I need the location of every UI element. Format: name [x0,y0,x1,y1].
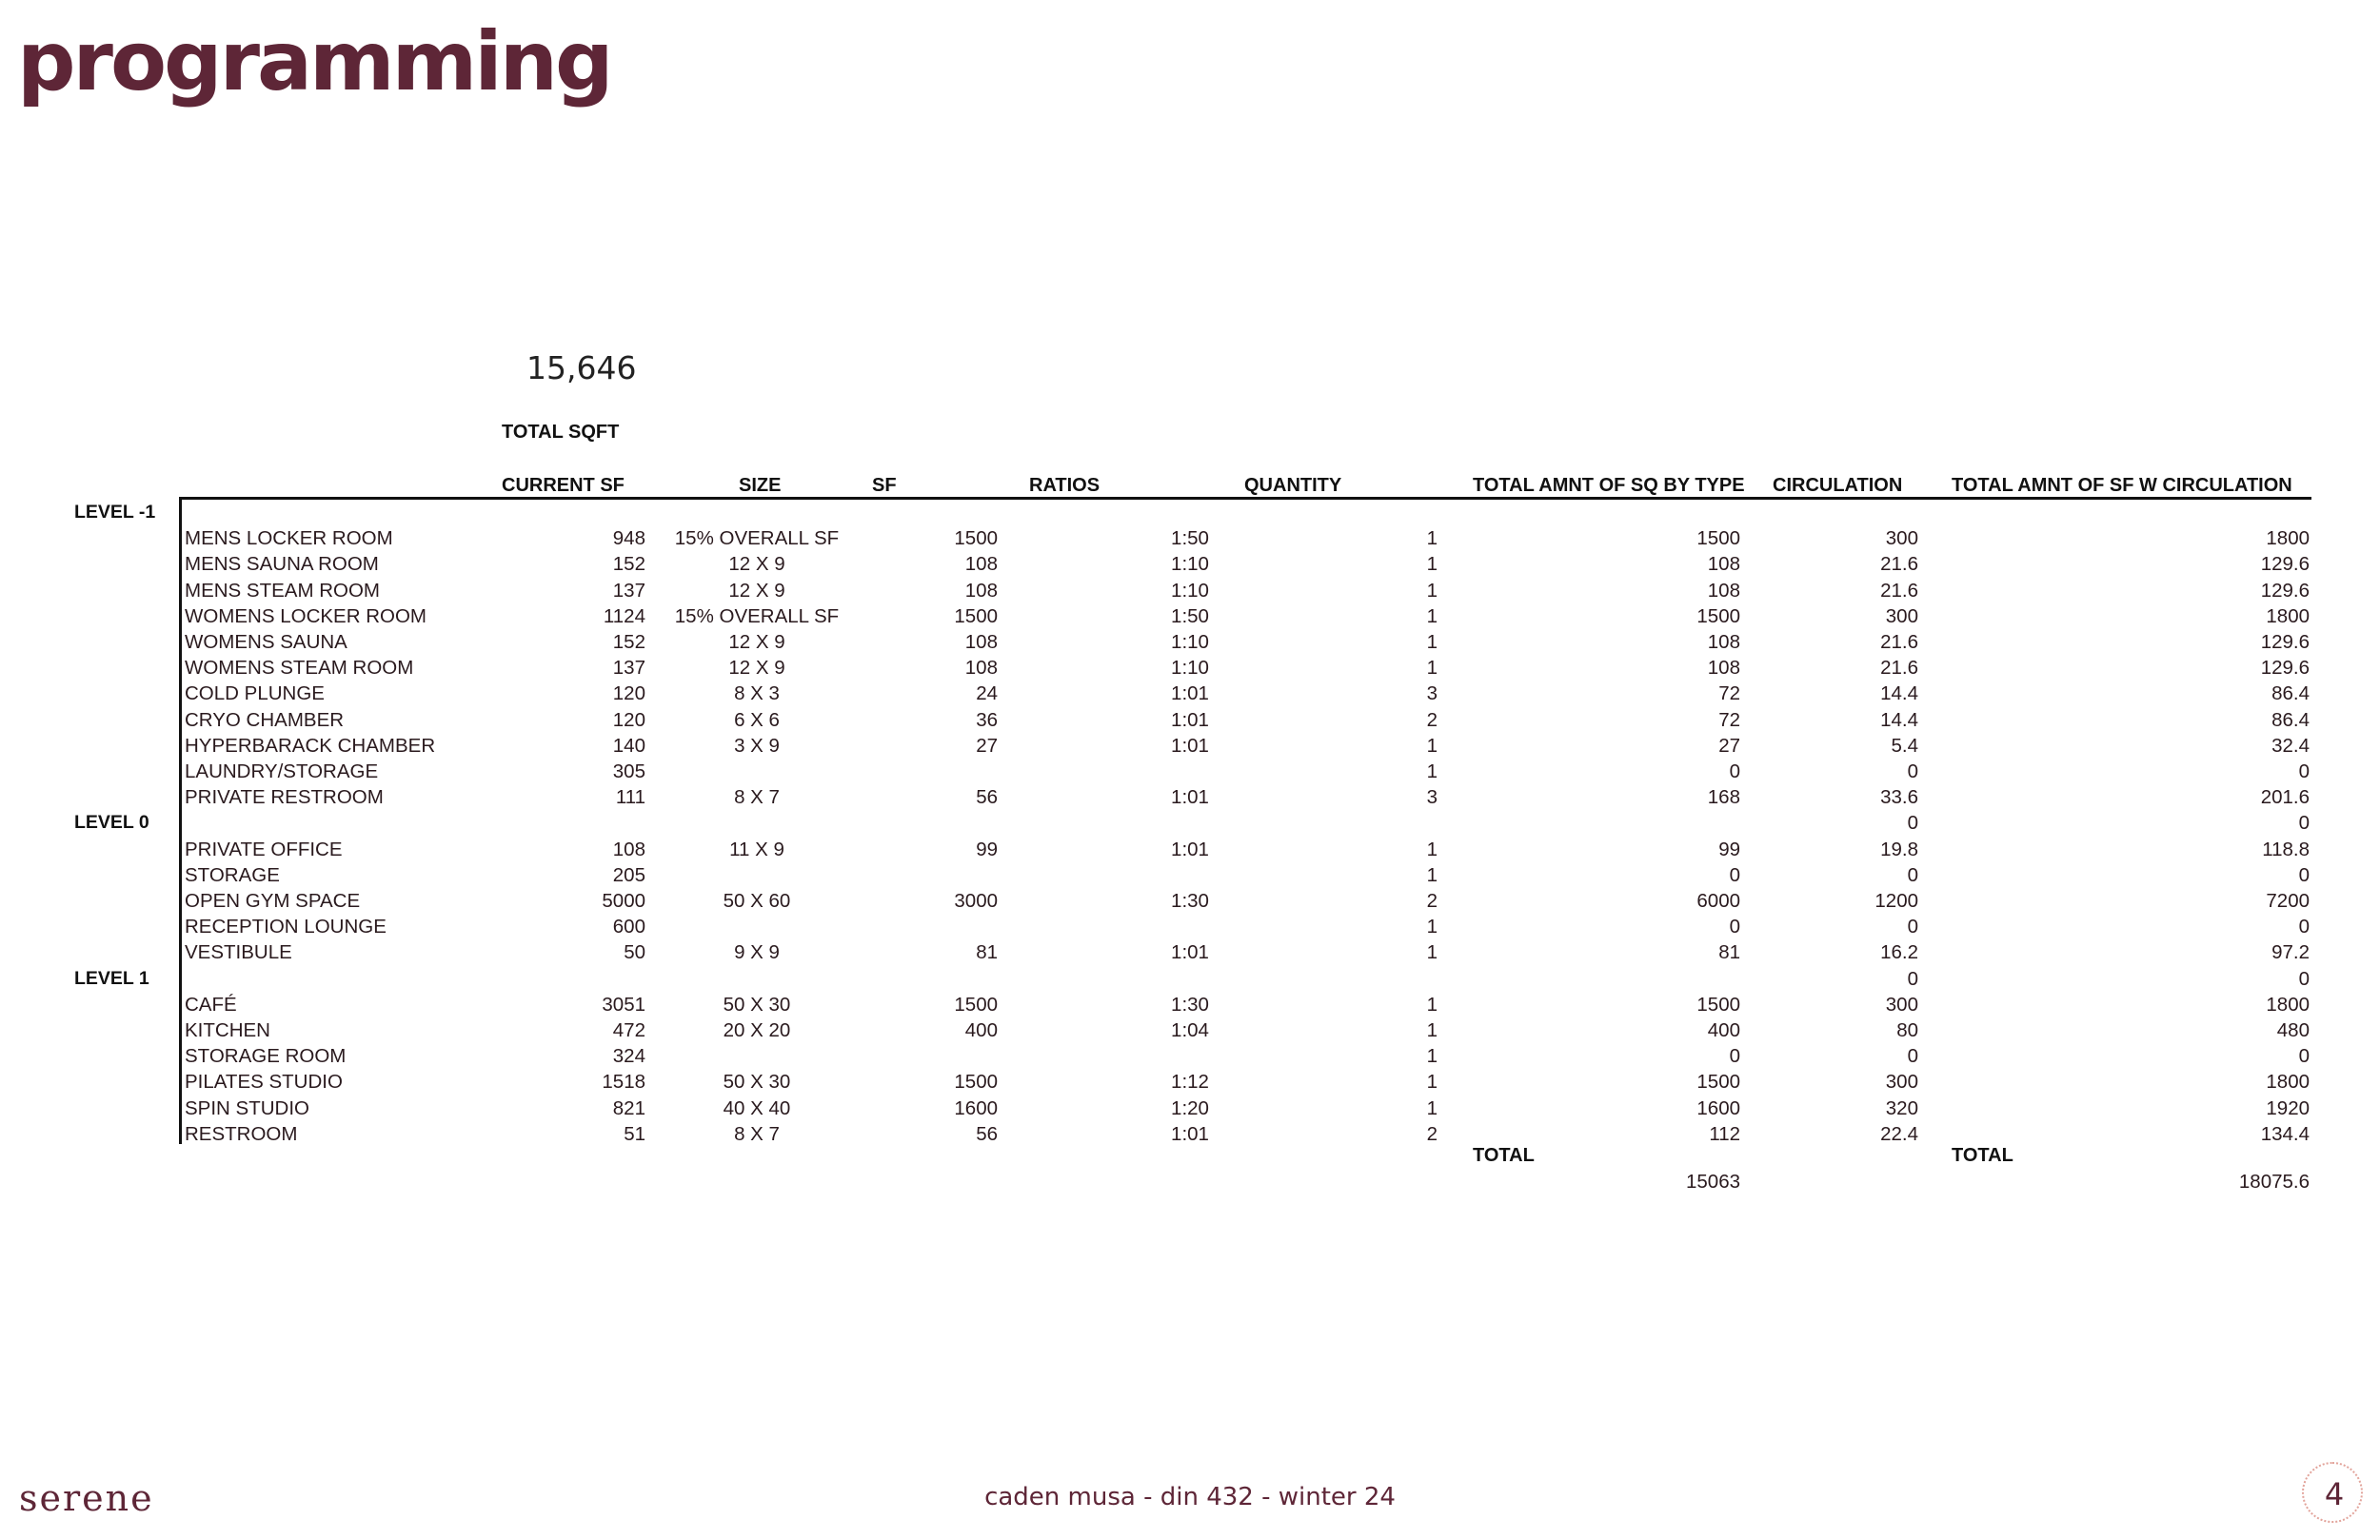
row-total-by-type: 1500 [1696,527,1740,550]
row-ratio: 1:10 [1171,553,1209,576]
row-quantity: 1 [1426,631,1438,653]
row-circulation: 80 [1896,1019,1918,1041]
row-quantity: 1 [1426,553,1438,576]
row-sf: 108 [964,657,998,680]
row-total-by-type: 108 [1707,631,1740,653]
row-total-with-circulation: 0 [2298,863,2310,886]
row-quantity: 3 [1426,682,1438,705]
table-row [0,525,2380,551]
row-current-sf: 111 [615,786,645,809]
row-level-label: LEVEL -1 [74,502,156,523]
row-circulation: 16.2 [1880,941,1918,964]
row-ratio: 1:01 [1171,941,1209,964]
table-row [0,733,2380,759]
row-room-name: OPEN GYM SPACE [185,890,361,912]
table-row [0,1043,2380,1069]
row-circulation: 1200 [1874,890,1918,912]
row-sf: 24 [976,682,998,705]
header-total-with-circulation: TOTAL AMNT OF SF W CIRCULATION [1952,475,2292,496]
table-row [0,862,2380,888]
row-room-name: STORAGE [185,863,280,886]
row-total-by-type: 99 [1718,838,1740,860]
row-current-sf: 50 [624,941,645,964]
table-row [0,629,2380,655]
row-total-with-circulation: 32.4 [2271,734,2310,757]
row-room-name: MENS STEAM ROOM [185,579,381,602]
table-row [0,1096,2380,1121]
row-ratio: 1:01 [1171,1122,1209,1145]
row-current-sf: 3051 [602,993,645,1016]
row-room-name: CAFÉ [185,993,237,1016]
row-size: 11 X 9 [729,838,784,860]
row-total-by-type [1561,966,1740,992]
row-total-by-type: 1500 [1696,993,1740,1016]
table-row [0,551,2380,577]
row-total-with-circulation: 7200 [2266,890,2310,912]
row-current-sf: 51 [624,1122,645,1145]
row-ratio: 1:10 [1171,631,1209,653]
table-row [0,681,2380,706]
row-sf [885,914,998,939]
row-quantity: 2 [1426,890,1438,912]
total-sqft-value: 15,646 [526,349,637,386]
row-room-name: KITCHEN [185,1019,270,1041]
row-size: 15% OVERALL SF [674,604,840,627]
row-circulation: 19.8 [1880,838,1918,860]
row-total-with-circulation: 129.6 [2260,631,2310,653]
row-circulation: 21.6 [1880,579,1918,602]
row-total-by-type: 72 [1718,682,1740,705]
table-row [0,837,2380,862]
row-quantity: 2 [1426,1122,1438,1145]
page-title: programming [17,14,611,109]
row-current-sf: 1124 [603,604,645,627]
row-circulation: 5.4 [1891,734,1918,757]
row-current-sf: 1518 [602,1071,645,1094]
row-total-with-circulation: 0 [2298,916,2310,938]
row-ratio: 1:50 [1171,604,1209,627]
row-circulation: 300 [1885,1071,1918,1094]
row-total-by-type: 1600 [1696,1096,1740,1119]
row-total-with-circulation: 0 [2298,967,2310,990]
row-level-label: LEVEL 1 [74,967,149,989]
row-total-by-type: 112 [1709,1122,1740,1145]
row-quantity: 1 [1426,1071,1438,1094]
row-sf: 3000 [954,890,998,912]
row-ratio [1123,862,1257,888]
row-ratio [1123,759,1257,784]
row-size [666,759,847,784]
row-total-with-circulation: 1800 [2266,527,2310,550]
header-current-sf: CURRENT SF [502,475,625,496]
row-quantity: 1 [1426,734,1438,757]
row-ratio: 1:01 [1171,708,1209,731]
row-size [666,914,847,939]
row-sf: 81 [976,941,998,964]
row-total-with-circulation: 129.6 [2260,657,2310,680]
row-quantity [1333,500,1438,525]
row-size: 50 X 30 [723,993,791,1016]
row-quantity: 1 [1426,760,1438,782]
row-total-by-type: 1500 [1696,604,1740,627]
row-sf: 99 [976,838,998,860]
row-room-name: VESTIBULE [185,941,292,964]
row-ratio: 1:30 [1171,993,1209,1016]
row-ratio: 1:12 [1171,1071,1209,1094]
row-circulation: 21.6 [1880,631,1918,653]
row-current-sf: 152 [612,631,645,653]
row-circulation: 0 [1907,812,1918,835]
row-sf: 1600 [954,1096,998,1119]
row-sf [885,810,998,836]
row-ratio: 1:50 [1171,527,1209,550]
row-room-name: MENS SAUNA ROOM [185,553,379,576]
row-circulation: 0 [1907,1045,1918,1068]
row-quantity: 1 [1426,604,1438,627]
row-total-with-circulation: 0 [2298,812,2310,835]
page-number-badge [2302,1462,2363,1523]
row-total-by-type: 0 [1729,760,1740,782]
row-ratio [1123,966,1257,992]
level-row [0,966,2380,992]
row-sf: 56 [976,1122,998,1145]
row-circulation: 33.6 [1880,786,1918,809]
row-total-by-type: 0 [1729,1045,1740,1068]
row-size [666,500,847,525]
row-circulation: 300 [1885,527,1918,550]
row-quantity: 1 [1426,527,1438,550]
page-number: 4 [2324,1476,2345,1512]
table-row [0,759,2380,784]
row-room-name: HYPERBARACK CHAMBER [185,734,436,757]
row-room-name: RESTROOM [185,1122,298,1145]
row-ratio: 1:04 [1171,1019,1209,1041]
table-row [0,1121,2380,1147]
row-total-with-circulation: 201.6 [2260,786,2310,809]
row-total-by-type: 27 [1718,734,1740,757]
row-size: 50 X 60 [723,890,791,912]
row-room-name: STORAGE ROOM [185,1045,347,1068]
row-current-sf: 305 [612,760,645,782]
row-room-name: SPIN STUDIO [185,1096,309,1119]
row-size: 12 X 9 [728,657,785,680]
row-total-by-type: 1500 [1696,1071,1740,1094]
header-quantity: QUANTITY [1244,475,1342,496]
row-quantity: 1 [1426,1045,1438,1068]
table-row [0,784,2380,810]
row-size: 9 X 9 [734,941,780,964]
row-size [666,1043,847,1069]
row-total-with-circulation [2094,500,2310,525]
table-row [0,939,2380,965]
row-current-sf [533,810,645,836]
row-current-sf: 137 [612,579,645,602]
row-circulation: 300 [1885,604,1918,627]
row-current-sf: 5000 [602,890,645,912]
row-current-sf: 137 [612,657,645,680]
row-current-sf: 600 [612,916,645,938]
total-label-with-circulation: TOTAL [1952,1145,2013,1166]
row-room-name: CRYO CHAMBER [185,708,345,731]
row-current-sf: 120 [612,708,645,731]
row-quantity: 1 [1426,838,1438,860]
header-size: SIZE [739,475,782,496]
table-row [0,655,2380,681]
row-current-sf: 205 [612,863,645,886]
row-room-name: LAUNDRY/STORAGE [185,760,379,782]
row-total-with-circulation: 129.6 [2260,553,2310,576]
row-quantity [1333,810,1438,836]
row-total-by-type: 72 [1718,708,1740,731]
row-total-by-type [1561,810,1740,836]
row-current-sf: 948 [612,527,645,550]
row-sf [885,1043,998,1069]
row-circulation: 0 [1907,967,1918,990]
row-total-with-circulation: 0 [2298,1045,2310,1068]
row-room-name: PILATES STUDIO [185,1071,343,1094]
row-sf: 1500 [954,1071,998,1094]
row-size: 50 X 30 [723,1071,791,1094]
row-quantity: 1 [1426,657,1438,680]
total-value-by-type: 15063 [1685,1171,1740,1193]
table-row [0,603,2380,629]
row-sf [885,759,998,784]
row-circulation: 0 [1907,760,1918,782]
row-ratio: 1:01 [1171,786,1209,809]
row-sf: 1500 [954,527,998,550]
row-sf: 108 [964,631,998,653]
row-quantity: 1 [1426,1019,1438,1041]
table-row [0,1017,2380,1043]
row-sf: 1500 [954,604,998,627]
row-sf [885,966,998,992]
row-quantity [1333,966,1438,992]
header-ratios: RATIOS [1029,475,1101,496]
row-total-by-type [1561,500,1740,525]
row-ratio: 1:10 [1171,579,1209,602]
row-total-with-circulation: 480 [2276,1019,2310,1041]
row-ratio: 1:10 [1171,657,1209,680]
row-total-by-type: 168 [1707,786,1740,809]
serene-logo: serene [19,1477,154,1519]
row-size [666,810,847,836]
row-current-sf [533,500,645,525]
row-circulation: 0 [1907,916,1918,938]
row-sf: 108 [964,553,998,576]
row-total-with-circulation: 86.4 [2271,682,2310,705]
row-circulation: 14.4 [1880,682,1918,705]
row-size: 8 X 7 [734,1122,780,1145]
row-room-name: PRIVATE RESTROOM [185,786,384,809]
row-current-sf: 821 [612,1096,645,1119]
row-total-by-type: 108 [1707,579,1740,602]
footer-credit: caden musa - din 432 - winter 24 [984,1483,1396,1511]
row-total-by-type: 6000 [1696,890,1740,912]
row-ratio: 1:01 [1171,838,1209,860]
total-label-by-type: TOTAL [1473,1145,1535,1166]
row-room-name: RECEPTION LOUNGE [185,916,387,938]
table-row [0,578,2380,603]
row-total-with-circulation: 1800 [2266,993,2310,1016]
row-quantity: 1 [1426,941,1438,964]
row-total-by-type: 81 [1718,941,1740,964]
row-size: 12 X 9 [728,553,785,576]
row-current-sf: 152 [612,553,645,576]
row-total-by-type: 400 [1707,1019,1740,1041]
row-current-sf: 472 [612,1019,645,1041]
row-size: 40 X 40 [723,1096,791,1119]
header-total-by-type: TOTAL AMNT OF SQ BY TYPE [1473,475,1745,496]
row-room-name: WOMENS LOCKER ROOM [185,604,426,627]
row-quantity: 1 [1426,1096,1438,1119]
row-size [666,966,847,992]
row-current-sf: 108 [612,838,645,860]
total-value-with-circulation: 18075.6 [2238,1171,2310,1193]
row-circulation: 21.6 [1880,657,1918,680]
row-circulation: 320 [1885,1096,1918,1119]
row-ratio: 1:01 [1171,734,1209,757]
row-size: 3 X 9 [734,734,780,757]
row-circulation: 22.4 [1880,1122,1918,1145]
row-circulation: 14.4 [1880,708,1918,731]
total-sqft-label: TOTAL SQFT [502,422,620,443]
table-row [0,914,2380,939]
row-quantity: 3 [1426,786,1438,809]
table-row [0,888,2380,914]
header-sf: SF [872,475,897,496]
row-ratio: 1:01 [1171,682,1209,705]
row-room-name: PRIVATE OFFICE [185,838,343,860]
row-total-with-circulation: 1920 [2266,1096,2310,1119]
row-circulation: 21.6 [1880,553,1918,576]
row-quantity: 1 [1426,579,1438,602]
row-total-by-type: 0 [1729,916,1740,938]
row-room-name: WOMENS STEAM ROOM [185,657,414,680]
row-current-sf: 324 [612,1045,645,1068]
row-size: 8 X 3 [734,682,780,705]
row-total-by-type: 108 [1707,657,1740,680]
row-sf: 1500 [954,993,998,1016]
row-total-with-circulation: 129.6 [2260,579,2310,602]
row-circulation: 300 [1885,993,1918,1016]
row-total-with-circulation: 118.8 [2262,838,2310,860]
row-current-sf: 120 [612,682,645,705]
row-total-with-circulation: 0 [2298,760,2310,782]
row-ratio [1123,810,1257,836]
header-circulation: CIRCULATION [1773,475,1903,496]
row-quantity: 1 [1426,863,1438,886]
level-row [0,500,2380,525]
row-ratio: 1:30 [1171,890,1209,912]
row-quantity: 1 [1426,916,1438,938]
table-row [0,1069,2380,1095]
row-current-sf: 140 [612,734,645,757]
row-total-with-circulation: 97.2 [2271,941,2310,964]
row-quantity: 2 [1426,708,1438,731]
row-ratio [1123,500,1257,525]
row-size: 6 X 6 [734,708,780,731]
row-sf [885,500,998,525]
row-size: 20 X 20 [723,1019,791,1041]
row-circulation [1790,500,1918,525]
level-row [0,810,2380,836]
row-sf: 400 [964,1019,998,1041]
row-room-name: WOMENS SAUNA [185,631,347,653]
row-total-with-circulation: 1800 [2266,1071,2310,1094]
table-row [0,707,2380,733]
row-level-label: LEVEL 0 [74,812,149,834]
row-total-with-circulation: 1800 [2266,604,2310,627]
row-circulation: 0 [1907,863,1918,886]
row-sf: 36 [976,708,998,731]
row-total-by-type: 108 [1707,553,1740,576]
row-sf [885,862,998,888]
row-size: 12 X 9 [728,631,785,653]
row-ratio [1123,914,1257,939]
row-ratio: 1:20 [1171,1096,1209,1119]
row-sf: 108 [964,579,998,602]
row-total-with-circulation: 86.4 [2271,708,2310,731]
row-size: 15% OVERALL SF [674,527,840,550]
row-size: 12 X 9 [728,579,785,602]
row-quantity: 1 [1426,993,1438,1016]
row-sf: 27 [976,734,998,757]
row-total-with-circulation: 134.4 [2260,1122,2310,1145]
row-size [666,862,847,888]
row-total-by-type: 0 [1729,863,1740,886]
row-room-name: COLD PLUNGE [185,682,325,705]
table-row [0,992,2380,1017]
row-ratio [1123,1043,1257,1069]
row-sf: 56 [976,786,998,809]
row-size: 8 X 7 [734,786,780,809]
row-current-sf [533,966,645,992]
row-room-name: MENS LOCKER ROOM [185,527,393,550]
